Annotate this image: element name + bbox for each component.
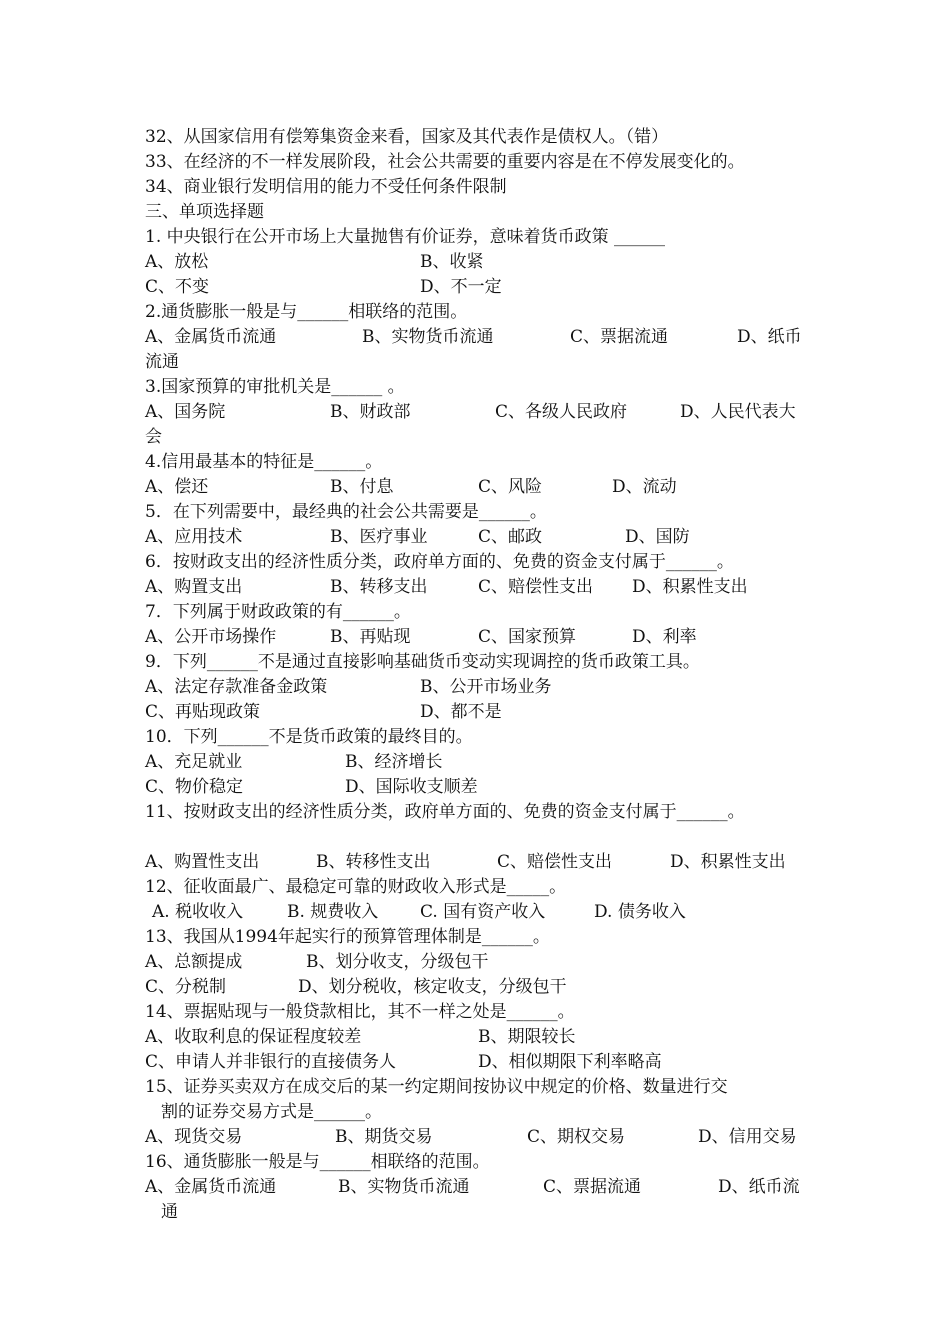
option-a: A、总额提成	[145, 952, 243, 972]
option-c: C. 国有资产收入	[420, 902, 546, 922]
option-b: B、经济增长	[345, 752, 443, 772]
question-7: 7．下列属于财政政策的有______。	[145, 602, 411, 622]
option-a: A、金属货币流通	[145, 1177, 277, 1197]
option-d: D、纸币	[737, 327, 802, 347]
option-d: D. 债务收入	[594, 902, 686, 922]
option-c: C、各级人民政府	[495, 402, 628, 422]
option-a: A、法定存款准备金政策	[145, 677, 328, 697]
option-d: D、信用交易	[698, 1127, 797, 1147]
option-c: C、赔偿性支出	[497, 852, 613, 872]
option-d: D、划分税收，核定收支，分级包干	[298, 977, 567, 997]
option-a: A、放松	[145, 252, 209, 272]
option-b: B、实物货币流通	[362, 327, 494, 347]
option-d: D、积累性支出	[632, 577, 748, 597]
question-15: 15、证券买卖双方在成交后的某一约定期间按协议中规定的价格、数量进行交	[145, 1077, 728, 1097]
option-c: C、申请人并非银行的直接债务人	[145, 1052, 397, 1072]
option-a: A、购置支出	[145, 577, 243, 597]
question-2-continued: 流通	[145, 352, 179, 372]
question-4: 4.信用最基本的特征是______。	[145, 452, 383, 472]
question-3: 3.国家预算的审批机关是______ 。	[145, 377, 405, 397]
option-b: B、转移性支出	[316, 852, 431, 872]
section-heading: 三、单项选择题	[145, 202, 264, 222]
option-a: A、偿还	[145, 477, 209, 497]
option-b: B、转移支出	[330, 577, 428, 597]
option-b: B、财政部	[330, 402, 411, 422]
question-16: 16、通货膨胀一般是与______相联络的范围。	[145, 1152, 490, 1172]
question-11: 11、按财政支出的经济性质分类，政府单方面的、免费的资金支付属于______。	[145, 802, 745, 822]
option-c: C、物价稳定	[145, 777, 244, 797]
option-b: B、划分收支，分级包干	[306, 952, 489, 972]
option-c: C、分税制	[145, 977, 227, 997]
question-9: 9．下列______不是通过直接影响基础货币变动实现调控的货币政策工具。	[145, 652, 700, 672]
option-d: D、国防	[625, 527, 690, 547]
question-16-continued: 通	[161, 1202, 178, 1222]
option-a: A、公开市场操作	[145, 627, 277, 647]
option-c: C、不变	[145, 277, 210, 297]
option-d: D、积累性支出	[670, 852, 786, 872]
option-d: D、都不是	[420, 702, 502, 722]
question-1: 1. 中央银行在公开市场上大量抛售有价证券，意味着货币政策 ______	[145, 227, 666, 247]
question-5: 5．在下列需要中，最经典的社会公共需要是______。	[145, 502, 547, 522]
option-c: C、期权交易	[527, 1127, 626, 1147]
option-b: B、期货交易	[335, 1127, 433, 1147]
question-12: 12、征收面最广、最稳定可靠的财政收入形式是_____。	[145, 877, 567, 897]
option-a: A、应用技术	[145, 527, 243, 547]
option-d: D、相似期限下利率略高	[478, 1052, 662, 1072]
option-c: C、国家预算	[478, 627, 577, 647]
question-13: 13、我国从1994年起实行的预算管理体制是______。	[145, 927, 550, 947]
question-2: 2.通货膨胀一般是与______相联络的范围。	[145, 302, 468, 322]
option-c: C、再贴现政策	[145, 702, 261, 722]
question-10: 10．下列______不是货币政策的最终目的。	[145, 727, 473, 747]
option-b: B、实物货币流通	[338, 1177, 470, 1197]
item-32: 32、从国家信用有偿筹集资金来看，国家及其代表作是债权人。（错）	[145, 127, 669, 147]
option-d: D、不一定	[420, 277, 502, 297]
question-6: 6．按财政支出的经济性质分类，政府单方面的、免费的资金支付属于______。	[145, 552, 734, 572]
option-d: D、利率	[632, 627, 697, 647]
option-a: A、国务院	[145, 402, 226, 422]
option-d: D、国际收支顺差	[345, 777, 478, 797]
option-a: A、金属货币流通	[145, 327, 277, 347]
option-b: B、再贴现	[330, 627, 411, 647]
option-a: A. 税收收入	[152, 902, 244, 922]
option-c: C、赔偿性支出	[478, 577, 594, 597]
item-34: 34、商业银行发明信用的能力不受任何条件限制	[145, 177, 507, 197]
option-d: D、流动	[612, 477, 677, 497]
option-c: C、风险	[478, 477, 543, 497]
question-15-continued: 割的证券交易方式是______。	[161, 1102, 382, 1122]
option-d: D、人民代表大	[680, 402, 796, 422]
option-b: B、收紧	[420, 252, 484, 272]
option-c: C、票据流通	[543, 1177, 642, 1197]
option-b: B、付息	[330, 477, 394, 497]
option-c: C、票据流通	[570, 327, 669, 347]
option-b: B、期限较长	[478, 1027, 576, 1047]
option-a: A、收取利息的保证程度较差	[145, 1027, 362, 1047]
option-a: A、充足就业	[145, 752, 243, 772]
question-14: 14、票据贴现与一般贷款相比，其不一样之处是______。	[145, 1002, 575, 1022]
option-c: C、邮政	[478, 527, 543, 547]
option-b: B、医疗事业	[330, 527, 428, 547]
item-33: 33、在经济的不一样发展阶段，社会公共需要的重要内容是在不停发展变化的。	[145, 152, 745, 172]
option-a: A、购置性支出	[145, 852, 260, 872]
option-a: A、现货交易	[145, 1127, 243, 1147]
option-b: B、公开市场业务	[420, 677, 552, 697]
question-3-continued: 会	[145, 427, 162, 447]
option-d: D、纸币流	[718, 1177, 800, 1197]
option-b: B. 规费收入	[287, 902, 379, 922]
